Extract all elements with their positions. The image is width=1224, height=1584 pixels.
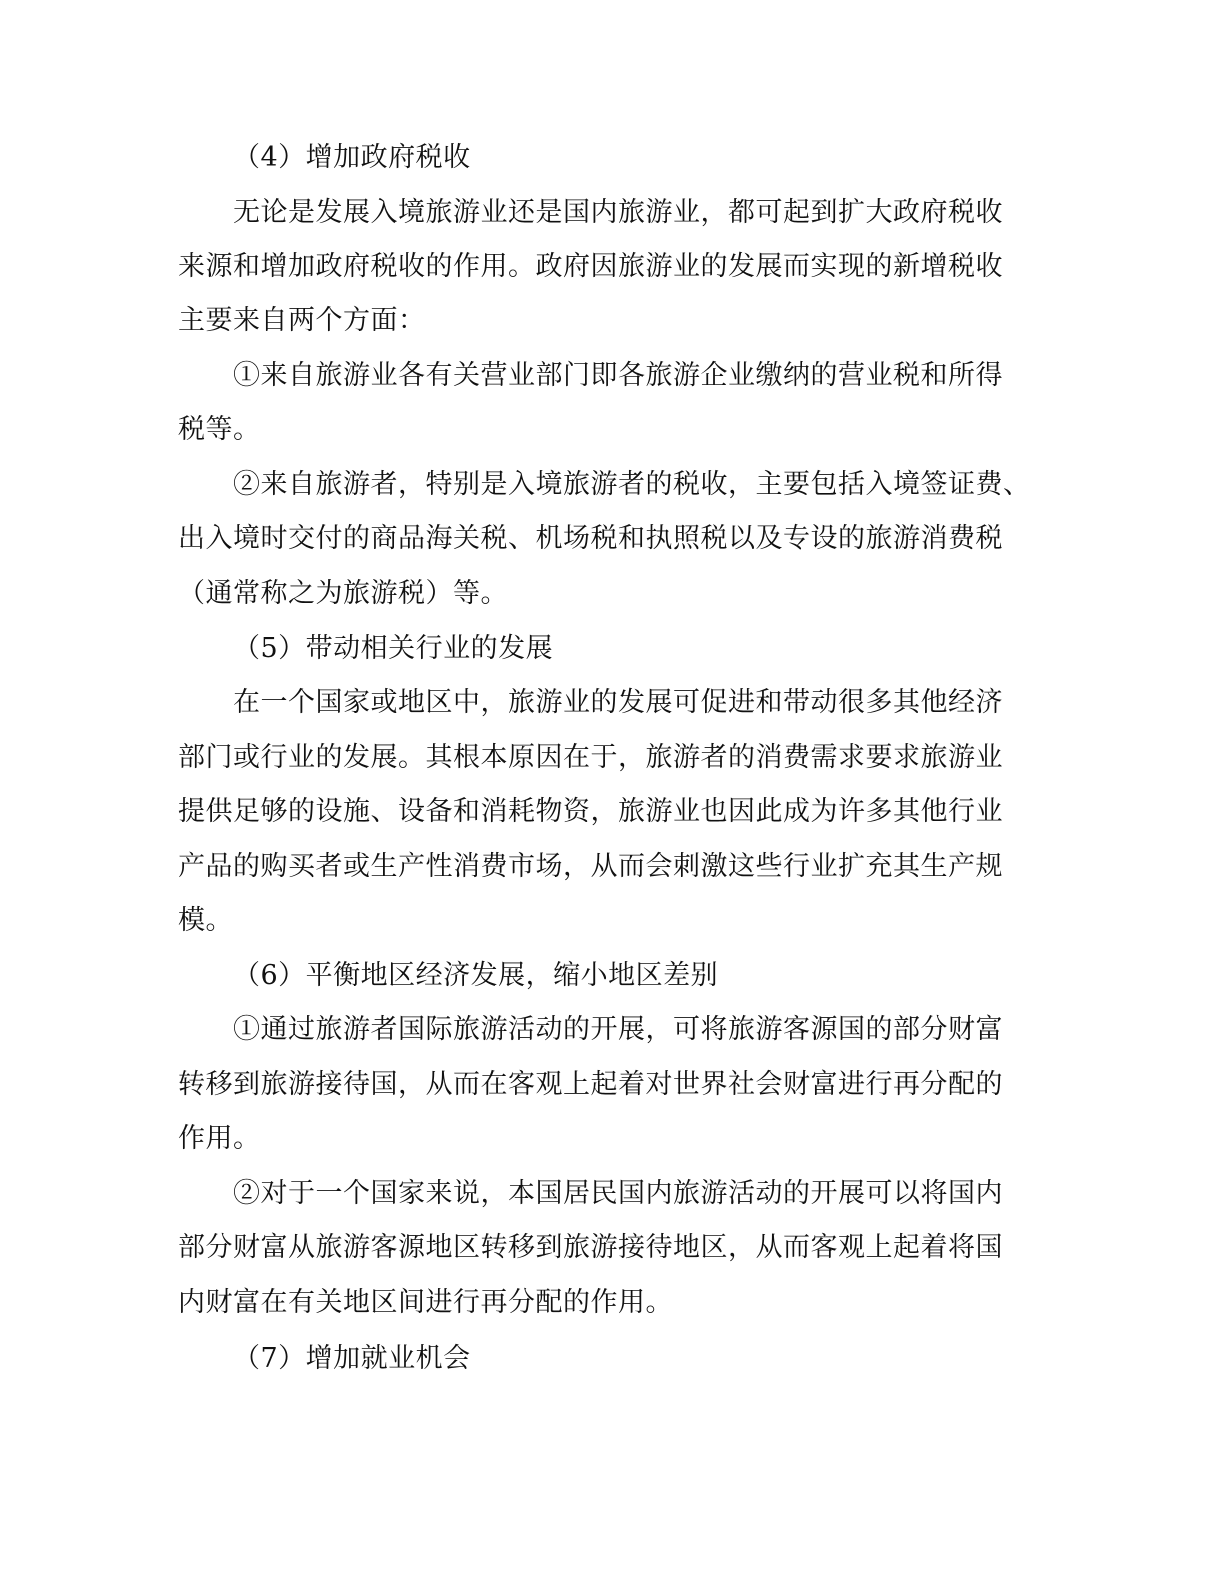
list-item-line: ②对于一个国家来说，本国居民国内旅游活动的开展可以将国内 <box>233 1178 1003 1209</box>
list-item-line: 转移到旅游接待国，从而在客观上起着对世界社会财富进行再分配的 <box>178 1069 1003 1100</box>
paragraph-line: 产品的购买者或生产性消费市场，从而会刺激这些行业扩充其生产规 <box>178 851 1003 882</box>
list-item-line: （通常称之为旅游税）等。 <box>178 578 508 609</box>
list-item-line: ②来自旅游者，特别是入境旅游者的税收，主要包括入境签证费、 <box>233 469 1031 500</box>
paragraph-line: 部门或行业的发展。其根本原因在于，旅游者的消费需求要求旅游业 <box>178 742 1003 773</box>
section-heading-6: （6）平衡地区经济发展，缩小地区差别 <box>233 960 719 991</box>
list-item-line: 税等。 <box>178 414 261 445</box>
section-heading-4: （4）增加政府税收 <box>233 142 471 173</box>
list-item-line: 内财富在有关地区间进行再分配的作用。 <box>178 1287 673 1318</box>
paragraph-line: 来源和增加政府税收的作用。政府因旅游业的发展而实现的新增税收 <box>178 251 1003 282</box>
list-item-line: 部分财富从旅游客源地区转移到旅游接待地区，从而客观上起着将国 <box>178 1232 1003 1263</box>
list-item-line: 出入境时交付的商品海关税、机场税和执照税以及专设的旅游消费税 <box>178 523 1003 554</box>
paragraph-line: 在一个国家或地区中，旅游业的发展可促进和带动很多其他经济 <box>233 687 1003 718</box>
paragraph-line: 主要来自两个方面： <box>178 305 426 336</box>
paragraph-line: 模。 <box>178 905 233 936</box>
paragraph-line: 无论是发展入境旅游业还是国内旅游业，都可起到扩大政府税收 <box>233 197 1003 228</box>
paragraph-line: 提供足够的设施、设备和消耗物资，旅游业也因此成为许多其他行业 <box>178 796 1003 827</box>
list-item-line: ①来自旅游业各有关营业部门即各旅游企业缴纳的营业税和所得 <box>233 360 1003 391</box>
list-item-line: ①通过旅游者国际旅游活动的开展，可将旅游客源国的部分财富 <box>233 1014 1003 1045</box>
list-item-line: 作用。 <box>178 1123 261 1154</box>
section-heading-7: （7）增加就业机会 <box>233 1343 471 1374</box>
section-heading-5: （5）带动相关行业的发展 <box>233 633 554 664</box>
